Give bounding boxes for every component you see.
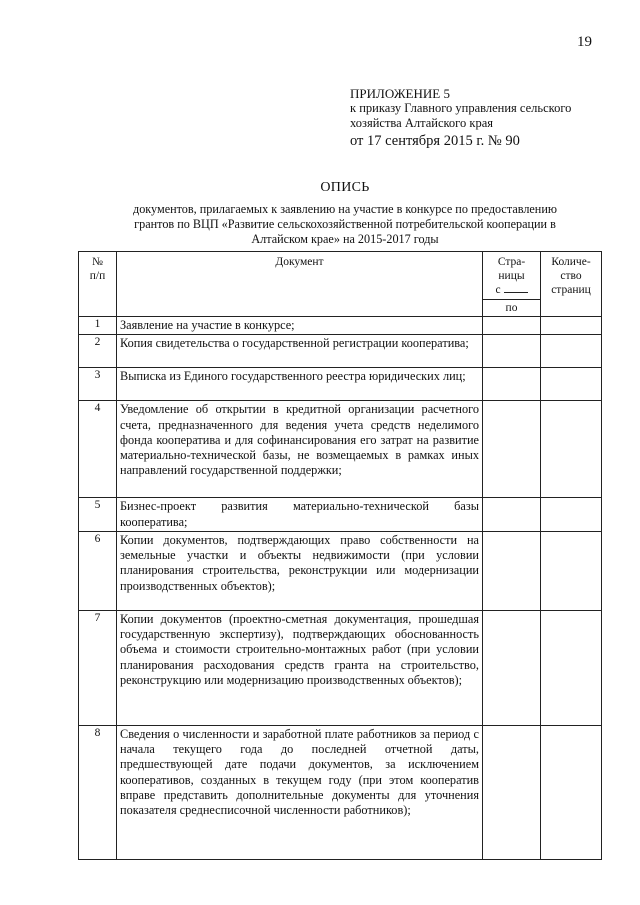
row-count [541,725,602,859]
row-pages [483,531,541,610]
header-num-line-2: п/п [89,270,106,282]
header-pages-line-2: ницы [498,270,525,282]
blank-line [504,292,528,293]
row-num: 1 [79,317,117,335]
table-row [79,335,602,368]
inventory-table [78,251,602,860]
table-row [79,401,602,498]
row-num: 6 [79,531,117,610]
table-header-row [79,252,602,317]
header-count-line-3: страниц [551,284,591,296]
appendix-date: от 17 сентября 2015 г. № 90 [350,133,520,149]
row-count [541,335,602,368]
row-pages [483,317,541,335]
row-pages [483,610,541,725]
header-num [79,252,117,317]
table-row [79,498,602,532]
row-pages [483,401,541,498]
row-document: Копии документов (проектно-сметная документация, прошедшая государственную экспертизу), подтверждающих обоснованность объема и стоимости строительно-монтажных работ (при условии планирования расходования средств гранта на строительство, реконструкцию или модернизацию производственных объектов); [117,610,483,725]
row-count [541,498,602,532]
appendix-line-1: к приказу Главного управления сельского [350,101,572,115]
heading-line-3: Алтайском крае» на 2015-2017 годы [251,232,439,246]
heading-line-2: грантов по ВЦП «Развитие сельскохозяйственной потребительской кооперации в [134,217,556,231]
table-row [79,531,602,610]
heading-line-1: документов, прилагаемых к заявлению на участие в конкурсе по предоставлению [133,202,557,216]
header-count-line-2: ство [560,270,582,282]
row-count [541,368,602,401]
header-count-line-1: Количе- [551,256,591,268]
row-document: Бизнес-проект развития материально-технической базы кооператива; [117,498,483,532]
row-document: Уведомление об открытии в кредитной организации расчетного счета, предназначенного для ведения учета средств неделимого фонда кооператива и для софинансирования его затрат на развитие материально-технической базы, не возмещаемых в рамках иных направлений государственной поддержки; [117,401,483,498]
header-num-line-1: № [92,256,103,268]
row-num: 7 [79,610,117,725]
row-count [541,531,602,610]
row-count [541,317,602,335]
appendix-title: ПРИЛОЖЕНИЕ 5 [350,86,450,101]
appendix-block [350,86,620,149]
table-row [79,610,602,725]
page-number: 19 [577,34,592,50]
header-pages-line-1: Стра- [497,256,526,268]
header-pages-line-3: с [495,284,501,296]
row-num: 3 [79,368,117,401]
row-pages [483,335,541,368]
row-num: 4 [79,401,117,498]
header-count [541,252,602,317]
row-num: 5 [79,498,117,532]
row-count [541,610,602,725]
table-row [79,725,602,859]
row-pages [483,368,541,401]
row-pages [483,725,541,859]
row-num: 2 [79,335,117,368]
row-document: Выписка из Единого государственного реестра юридических лиц; [117,368,483,401]
row-count [541,401,602,498]
row-document: Сведения о численности и заработной плате работников за период с начала текущего года до последней отчетной даты, предшествующей дате подачи документов, за исключением кооперативов, созданных в текущем году (при этом кооператив вправе представить дополнительные документы для уточнения показателя среднесписочной численности работников); [117,725,483,859]
row-num: 8 [79,725,117,859]
row-document: Заявление на участие в конкурсе; [117,317,483,335]
row-document: Копии документов, подтверждающих право собственности на земельные участки и объекты недвижимости (при условии планирования строительства, реконструкции или модернизации производственных объектов); [117,531,483,610]
table-row [79,317,602,335]
row-pages [483,498,541,532]
heading-title: ОПИСЬ [320,180,370,195]
row-document: Копия свидетельства о государственной регистрации кооператива; [117,335,483,368]
header-pages-from [486,283,537,297]
header-document: Документ [117,252,483,317]
document-heading [100,180,590,247]
header-pages-line-4: по [483,299,540,315]
appendix-line-2: хозяйства Алтайского края [350,116,493,130]
header-pages [483,252,541,317]
table-row [79,368,602,401]
